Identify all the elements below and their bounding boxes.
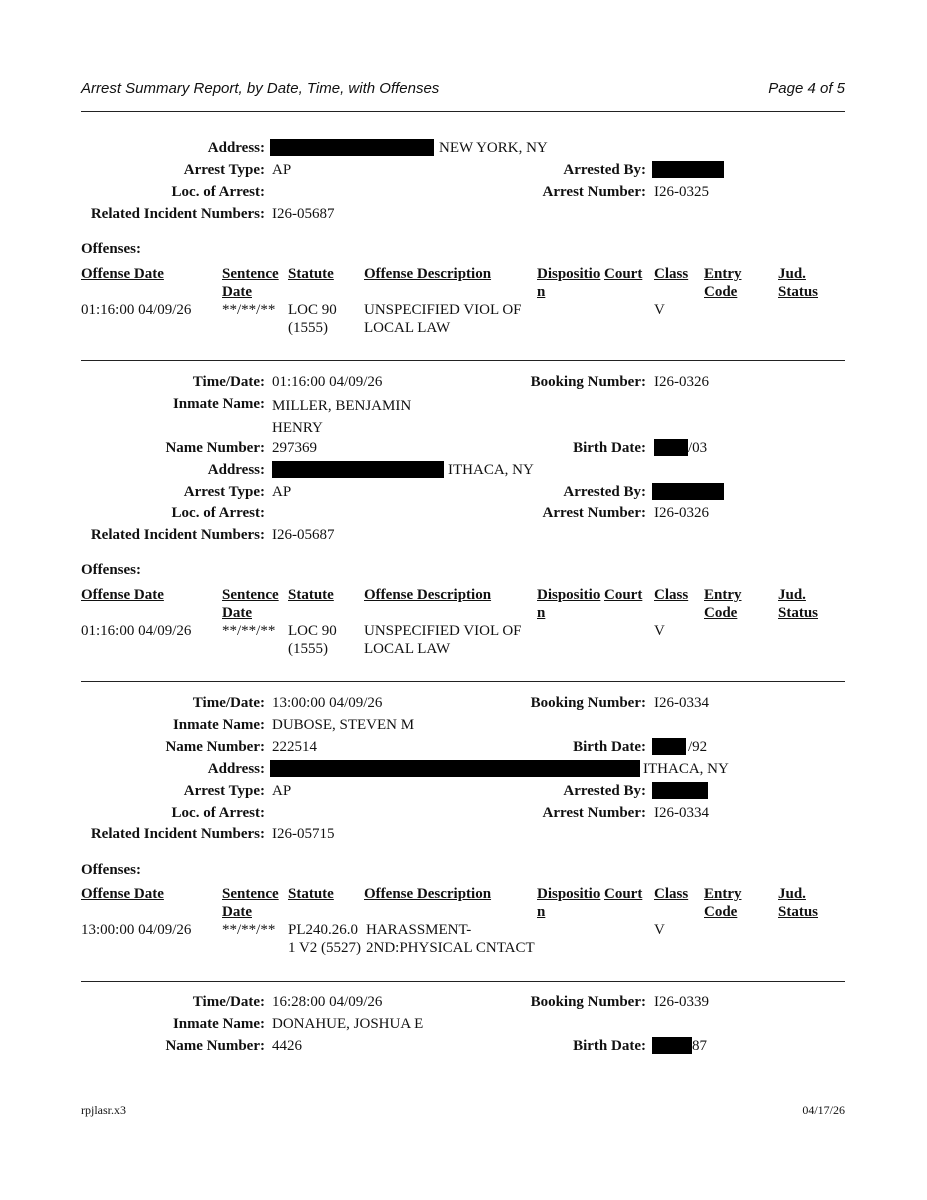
inmate-name-label: Inmate Name: — [172, 396, 265, 412]
arrest-number-label: Arrest Number: — [542, 805, 646, 821]
redaction-box — [270, 760, 640, 777]
statute: PL240.26.0 1 V2 (5527) — [288, 922, 362, 956]
col-jud-status: Jud. Status — [778, 587, 819, 621]
inmate-name-value: DONAHUE, JOSHUA E — [272, 1016, 424, 1032]
record-divider — [81, 981, 845, 982]
arrest-number-value: I26-0325 — [654, 184, 709, 200]
time-date-value: 13:00:00 04/09/26 — [272, 695, 383, 711]
col-court: Court — [604, 587, 643, 603]
col-statute: Statute — [288, 886, 334, 902]
arrested-by-label: Arrested By: — [563, 484, 646, 500]
booking-number-label: Booking Number: — [530, 695, 646, 711]
booking-number-label: Booking Number: — [530, 994, 646, 1010]
related-incident-value: I26-05687 — [272, 206, 335, 222]
col-court: Court — [604, 886, 643, 902]
record-divider — [81, 360, 845, 361]
related-incident-value: I26-05715 — [272, 826, 335, 842]
arrest-type-label: Arrest Type: — [183, 484, 265, 500]
name-number-label: Name Number: — [165, 1038, 265, 1054]
related-incident-label: Related Incident Numbers: — [90, 527, 265, 543]
related-incident-label: Related Incident Numbers: — [90, 206, 265, 222]
col-entry-code: Entry Code — [704, 587, 742, 621]
booking-number-value: I26-0339 — [654, 994, 709, 1010]
col-offense-date: Offense Date — [81, 587, 164, 603]
arrested-by-label: Arrested By: — [563, 783, 646, 799]
arrest-type-label: Arrest Type: — [183, 162, 265, 178]
name-number-label: Name Number: — [165, 739, 265, 755]
address-value: NEW YORK, NY — [439, 140, 548, 156]
col-disposition: Dispositio n — [537, 266, 601, 300]
redaction-box — [652, 1037, 692, 1054]
col-offense-description: Offense Description — [364, 587, 492, 603]
booking-number-value: I26-0334 — [654, 695, 709, 711]
offense-description: UNSPECIFIED VIOL OF LOCAL LAW — [364, 302, 522, 336]
col-disposition: Dispositio n — [537, 587, 601, 621]
address-value: ITHACA, NY — [643, 761, 729, 777]
birth-date-value: /03 — [688, 440, 708, 456]
col-class: Class — [654, 266, 689, 282]
footer-report-code: rpjlasr.x3 — [81, 1103, 126, 1117]
redaction-box — [652, 483, 724, 500]
offense-date: 01:16:00 04/09/26 — [81, 302, 192, 318]
name-number-value: 222514 — [272, 739, 317, 755]
offense-description: UNSPECIFIED VIOL OF LOCAL LAW — [364, 623, 522, 657]
statute: LOC 90 (1555) — [288, 623, 337, 657]
col-disposition: Dispositio n — [537, 886, 601, 920]
arrest-type-label: Arrest Type: — [183, 783, 265, 799]
offenses-label: Offenses: — [81, 241, 141, 257]
related-incident-value: I26-05687 — [272, 527, 335, 543]
redaction-box — [652, 161, 724, 178]
inmate-name-value: DUBOSE, STEVEN M — [272, 717, 415, 733]
arrest-number-value: I26-0334 — [654, 805, 709, 821]
redaction-box — [652, 738, 686, 755]
col-entry-code: Entry Code — [704, 266, 742, 300]
col-offense-description: Offense Description — [364, 266, 492, 282]
address-label: Address: — [207, 462, 265, 478]
offense-date: 13:00:00 04/09/26 — [81, 922, 192, 938]
birth-date-label: Birth Date: — [573, 1038, 646, 1054]
offense-class: V — [654, 623, 665, 639]
name-number-value: 4426 — [272, 1038, 302, 1054]
inmate-name-value: MILLER, BENJAMIN HENRY — [272, 398, 412, 436]
birth-date-value: /92 — [688, 739, 708, 755]
arrest-type-value: AP — [272, 162, 292, 178]
arrested-by-label: Arrested By: — [563, 162, 646, 178]
offense-class: V — [654, 302, 665, 318]
arrest-number-label: Arrest Number: — [542, 184, 646, 200]
arrest-type-value: AP — [272, 484, 292, 500]
col-jud-status: Jud. Status — [778, 266, 819, 300]
name-number-value: 297369 — [272, 440, 317, 456]
name-number-label: Name Number: — [165, 440, 265, 456]
sentence-date: **/**/** — [222, 623, 276, 639]
booking-number-label: Booking Number: — [530, 374, 646, 390]
birth-date-label: Birth Date: — [573, 739, 646, 755]
col-offense-date: Offense Date — [81, 886, 164, 902]
address-value: ITHACA, NY — [448, 462, 534, 478]
loc-of-arrest-label: Loc. of Arrest: — [171, 505, 265, 521]
time-date-value: 16:28:00 04/09/26 — [272, 994, 383, 1010]
time-date-label: Time/Date: — [192, 374, 265, 390]
col-class: Class — [654, 886, 689, 902]
redaction-box — [652, 782, 708, 799]
offenses-label: Offenses: — [81, 562, 141, 578]
loc-of-arrest-label: Loc. of Arrest: — [171, 805, 265, 821]
arrest-number-label: Arrest Number: — [542, 505, 646, 521]
offenses-label: Offenses: — [81, 862, 141, 878]
offense-date: 01:16:00 04/09/26 — [81, 623, 192, 639]
col-class: Class — [654, 587, 689, 603]
address-label: Address: — [207, 140, 265, 156]
col-sentence-date: Sentence Date — [222, 886, 279, 920]
col-offense-date: Offense Date — [81, 266, 164, 282]
report-title: Arrest Summary Report, by Date, Time, with Offenses — [81, 80, 440, 97]
redaction-box — [272, 461, 444, 478]
address-label: Address: — [207, 761, 265, 777]
offense-description: HARASSMENT-2ND:PHYSICAL CNTACT — [366, 922, 535, 956]
arrest-type-value: AP — [272, 783, 292, 799]
time-date-value: 01:16:00 04/09/26 — [272, 374, 383, 390]
birth-date-value: 87 — [692, 1038, 707, 1054]
offense-class: V — [654, 922, 665, 938]
redaction-box — [654, 439, 688, 456]
page-indicator: Page 4 of 5 — [768, 80, 845, 97]
col-statute: Statute — [288, 266, 334, 282]
inmate-name-label: Inmate Name: — [172, 717, 265, 733]
footer-print-date: 04/17/26 — [802, 1103, 845, 1117]
redaction-box — [270, 139, 434, 156]
time-date-label: Time/Date: — [192, 994, 265, 1010]
record-divider — [81, 681, 845, 682]
col-statute: Statute — [288, 587, 334, 603]
loc-of-arrest-label: Loc. of Arrest: — [171, 184, 265, 200]
col-jud-status: Jud. Status — [778, 886, 819, 920]
arrest-number-value: I26-0326 — [654, 505, 709, 521]
statute: LOC 90 (1555) — [288, 302, 337, 336]
inmate-name-label: Inmate Name: — [172, 1016, 265, 1032]
birth-date-label: Birth Date: — [573, 440, 646, 456]
col-sentence-date: Sentence Date — [222, 266, 279, 300]
booking-number-value: I26-0326 — [654, 374, 709, 390]
header-rule — [81, 111, 845, 112]
col-entry-code: Entry Code — [704, 886, 742, 920]
col-sentence-date: Sentence Date — [222, 587, 279, 621]
time-date-label: Time/Date: — [192, 695, 265, 711]
related-incident-label: Related Incident Numbers: — [90, 826, 265, 842]
col-court: Court — [604, 266, 643, 282]
sentence-date: **/**/** — [222, 922, 276, 938]
col-offense-description: Offense Description — [364, 886, 492, 902]
sentence-date: **/**/** — [222, 302, 276, 318]
